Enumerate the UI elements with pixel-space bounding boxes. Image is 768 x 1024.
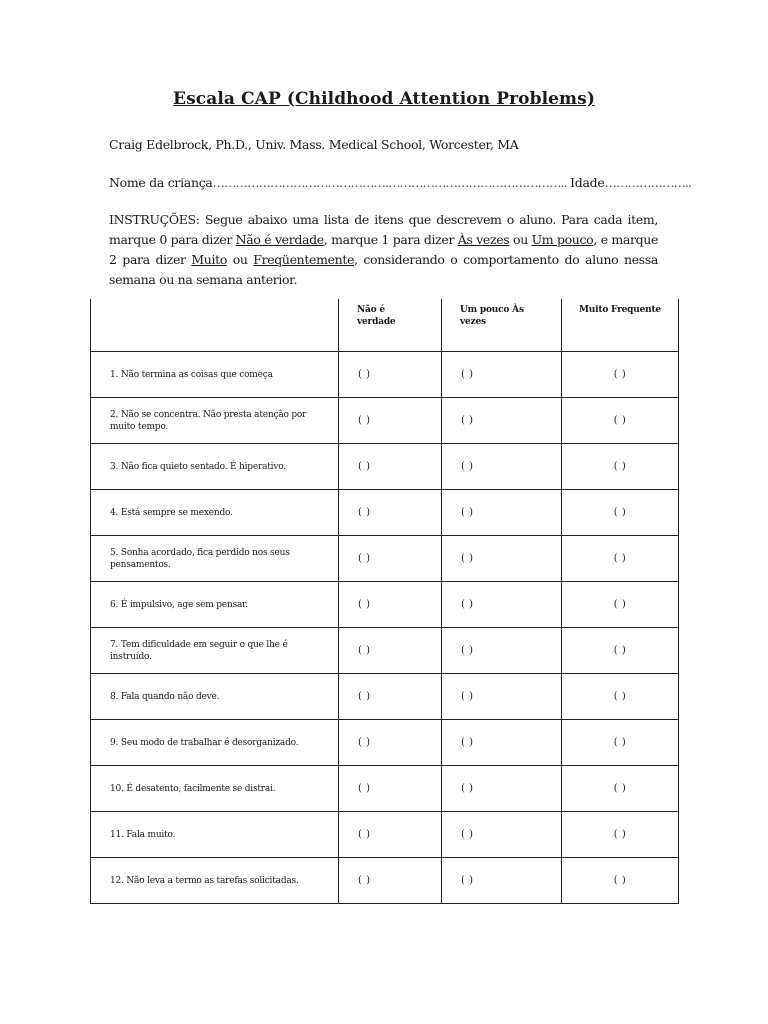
- answer-cell: [442, 490, 562, 536]
- answer-box-muito-frequente[interactable]: ( ): [613, 783, 627, 794]
- item-text: 9. Seu modo de trabalhar é desorganizado.: [110, 737, 299, 748]
- instructions-text: ou: [227, 252, 254, 267]
- answer-cell: [442, 674, 562, 720]
- item-text: 2. Não se concentra. Não presta atenção por muito tempo.: [110, 409, 307, 432]
- answer-box-muito-frequente[interactable]: ( ): [613, 369, 627, 380]
- age-blank: …………………..: [604, 175, 691, 190]
- instructions-text: INSTRUÇÕES: Segue abaixo uma lista de itens que descrevem o aluno. Para cada item, marque 0 para dizer: [109, 212, 658, 247]
- answer-cell: [562, 674, 679, 720]
- rating-table: [90, 299, 679, 904]
- item-cell: [91, 536, 339, 582]
- item-cell: [91, 812, 339, 858]
- answer-cell: [339, 352, 442, 398]
- item-cell: [91, 858, 339, 904]
- table-row: [91, 674, 679, 720]
- header-empty-cell: [91, 299, 339, 352]
- answer-box-um-pouco[interactable]: ( ): [461, 691, 474, 702]
- child-name-blank: ……………………………………….………………………………………..: [212, 175, 567, 190]
- answer-cell: [339, 582, 442, 628]
- table-row: [91, 398, 679, 444]
- answer-box-nao-e-verdade[interactable]: ( ): [358, 783, 371, 794]
- answer-box-muito-frequente[interactable]: ( ): [613, 415, 627, 426]
- answer-cell: [442, 398, 562, 444]
- item-cell: [91, 398, 339, 444]
- answer-box-muito-frequente[interactable]: ( ): [613, 599, 627, 610]
- instructions-text: , marque 1 para dizer: [323, 232, 458, 247]
- item-cell: [91, 352, 339, 398]
- instructions-paragraph: [109, 210, 658, 290]
- table-row: [91, 628, 679, 674]
- answer-cell: [442, 444, 562, 490]
- answer-box-um-pouco[interactable]: ( ): [461, 737, 474, 748]
- item-cell: [91, 674, 339, 720]
- answer-box-nao-e-verdade[interactable]: ( ): [358, 415, 371, 426]
- option-frequentemente: Freqüentemente: [253, 252, 355, 267]
- item-text: 8. Fala quando não deve.: [110, 691, 220, 702]
- option-nao-e-verdade: Não é verdade: [235, 232, 324, 247]
- document-title: Escala CAP (Childhood Attention Problems): [173, 89, 595, 109]
- answer-cell: [339, 812, 442, 858]
- answer-box-um-pouco[interactable]: ( ): [461, 507, 474, 518]
- header-cell: [562, 299, 679, 352]
- answer-cell: [562, 858, 679, 904]
- item-cell: [91, 444, 339, 490]
- answer-cell: [339, 398, 442, 444]
- answer-cell: [339, 720, 442, 766]
- item-cell: [91, 766, 339, 812]
- answer-box-um-pouco[interactable]: ( ): [461, 599, 474, 610]
- item-cell: [91, 628, 339, 674]
- answer-cell: [562, 766, 679, 812]
- answer-cell: [442, 536, 562, 582]
- answer-cell: [442, 812, 562, 858]
- option-muito: Muito: [191, 252, 228, 267]
- table-row: [91, 582, 679, 628]
- item-text: 4. Está sempre se mexendo.: [110, 507, 233, 518]
- table-row: [91, 812, 679, 858]
- answer-cell: [339, 858, 442, 904]
- item-text: 5. Sonha acordado, fica perdido nos seus pensamentos.: [110, 547, 290, 570]
- answer-cell: [562, 490, 679, 536]
- answer-box-um-pouco[interactable]: ( ): [461, 645, 474, 656]
- answer-box-nao-e-verdade[interactable]: ( ): [358, 737, 371, 748]
- item-text: 10. É desatento, facilmente se distrai.: [110, 783, 276, 794]
- answer-cell: [562, 444, 679, 490]
- item-text: 12. Não leva a termo as tarefas solicitadas.: [110, 875, 299, 886]
- answer-box-muito-frequente[interactable]: ( ): [613, 461, 627, 472]
- answer-cell: [339, 766, 442, 812]
- instructions-text: ou: [509, 232, 532, 247]
- table-row: [91, 766, 679, 812]
- answer-cell: [339, 536, 442, 582]
- answer-cell: [442, 720, 562, 766]
- answer-box-nao-e-verdade[interactable]: ( ): [358, 829, 371, 840]
- child-name-label: Nome da criança: [109, 175, 213, 190]
- answer-cell: [339, 444, 442, 490]
- column-header-um-pouco: Um pouco Às vezes: [460, 305, 524, 327]
- answer-box-um-pouco[interactable]: ( ): [461, 369, 474, 380]
- answer-box-muito-frequente[interactable]: ( ): [613, 645, 627, 656]
- answer-box-um-pouco[interactable]: ( ): [461, 461, 474, 472]
- column-header-muito-frequente: Muito Frequente: [579, 305, 661, 315]
- table-row: [91, 536, 679, 582]
- table-row: [91, 352, 679, 398]
- instructions-text: , e marque 2 para dizer: [109, 232, 658, 267]
- item-cell: [91, 582, 339, 628]
- answer-cell: [562, 628, 679, 674]
- item-cell: [91, 490, 339, 536]
- item-text: 6. É impulsivo, age sem pensar.: [110, 599, 248, 610]
- item-text: 7. Tem dificuldade em seguir o que lhe é instruído.: [110, 639, 288, 662]
- item-text: 1. Não termina as coisas que começa: [110, 369, 273, 380]
- answer-box-nao-e-verdade[interactable]: ( ): [358, 461, 371, 472]
- option-as-vezes: Às vezes: [457, 232, 510, 247]
- answer-cell: [442, 766, 562, 812]
- answer-cell: [562, 720, 679, 766]
- item-cell: [91, 720, 339, 766]
- option-um-pouco: Um pouco: [531, 232, 594, 247]
- answer-cell: [442, 628, 562, 674]
- answer-cell: [339, 490, 442, 536]
- table-header-row: [91, 299, 679, 352]
- child-name-field: [109, 175, 691, 190]
- answer-cell: [562, 352, 679, 398]
- answer-box-nao-e-verdade[interactable]: ( ): [358, 599, 371, 610]
- header-cell: [339, 299, 442, 352]
- answer-box-nao-e-verdade[interactable]: ( ): [358, 369, 371, 380]
- table-row: [91, 444, 679, 490]
- item-text: 3. Não fica quieto sentado. É hiperativo.: [110, 461, 286, 472]
- answer-cell: [442, 352, 562, 398]
- age-label: Idade: [570, 175, 605, 190]
- answer-box-um-pouco[interactable]: ( ): [461, 875, 474, 886]
- answer-box-muito-frequente[interactable]: ( ): [613, 829, 627, 840]
- answer-box-muito-frequente[interactable]: ( ): [613, 691, 627, 702]
- answer-cell: [562, 398, 679, 444]
- answer-box-nao-e-verdade[interactable]: ( ): [358, 645, 371, 656]
- author-line: Craig Edelbrock, Ph.D., Univ. Mass. Medical School, Worcester, MA: [109, 137, 519, 152]
- table-row: [91, 858, 679, 904]
- answer-cell: [562, 812, 679, 858]
- answer-box-um-pouco[interactable]: ( ): [461, 829, 474, 840]
- table-row: [91, 720, 679, 766]
- header-cell: [442, 299, 562, 352]
- answer-box-nao-e-verdade[interactable]: ( ): [358, 875, 371, 886]
- answer-cell: [562, 536, 679, 582]
- answer-box-um-pouco[interactable]: ( ): [461, 553, 474, 564]
- answer-box-um-pouco[interactable]: ( ): [461, 783, 474, 794]
- answer-box-nao-e-verdade[interactable]: ( ): [358, 507, 371, 518]
- answer-cell: [562, 582, 679, 628]
- column-header-nao-e-verdade: Não é verdade: [357, 305, 396, 327]
- table-row: [91, 490, 679, 536]
- answer-box-nao-e-verdade[interactable]: ( ): [358, 691, 371, 702]
- answer-box-muito-frequente[interactable]: ( ): [613, 737, 627, 748]
- answer-cell: [442, 858, 562, 904]
- answer-box-muito-frequente[interactable]: ( ): [613, 875, 627, 886]
- item-text: 11. Fala muito.: [110, 829, 176, 840]
- instructions-text: , considerando o comportamento do aluno nessa semana ou na semana anterior.: [109, 252, 658, 287]
- answer-box-nao-e-verdade[interactable]: ( ): [358, 553, 371, 564]
- answer-cell: [442, 582, 562, 628]
- answer-cell: [339, 628, 442, 674]
- answer-box-um-pouco[interactable]: ( ): [461, 415, 474, 426]
- answer-box-muito-frequente[interactable]: ( ): [613, 553, 627, 564]
- answer-box-muito-frequente[interactable]: ( ): [613, 507, 627, 518]
- answer-cell: [339, 674, 442, 720]
